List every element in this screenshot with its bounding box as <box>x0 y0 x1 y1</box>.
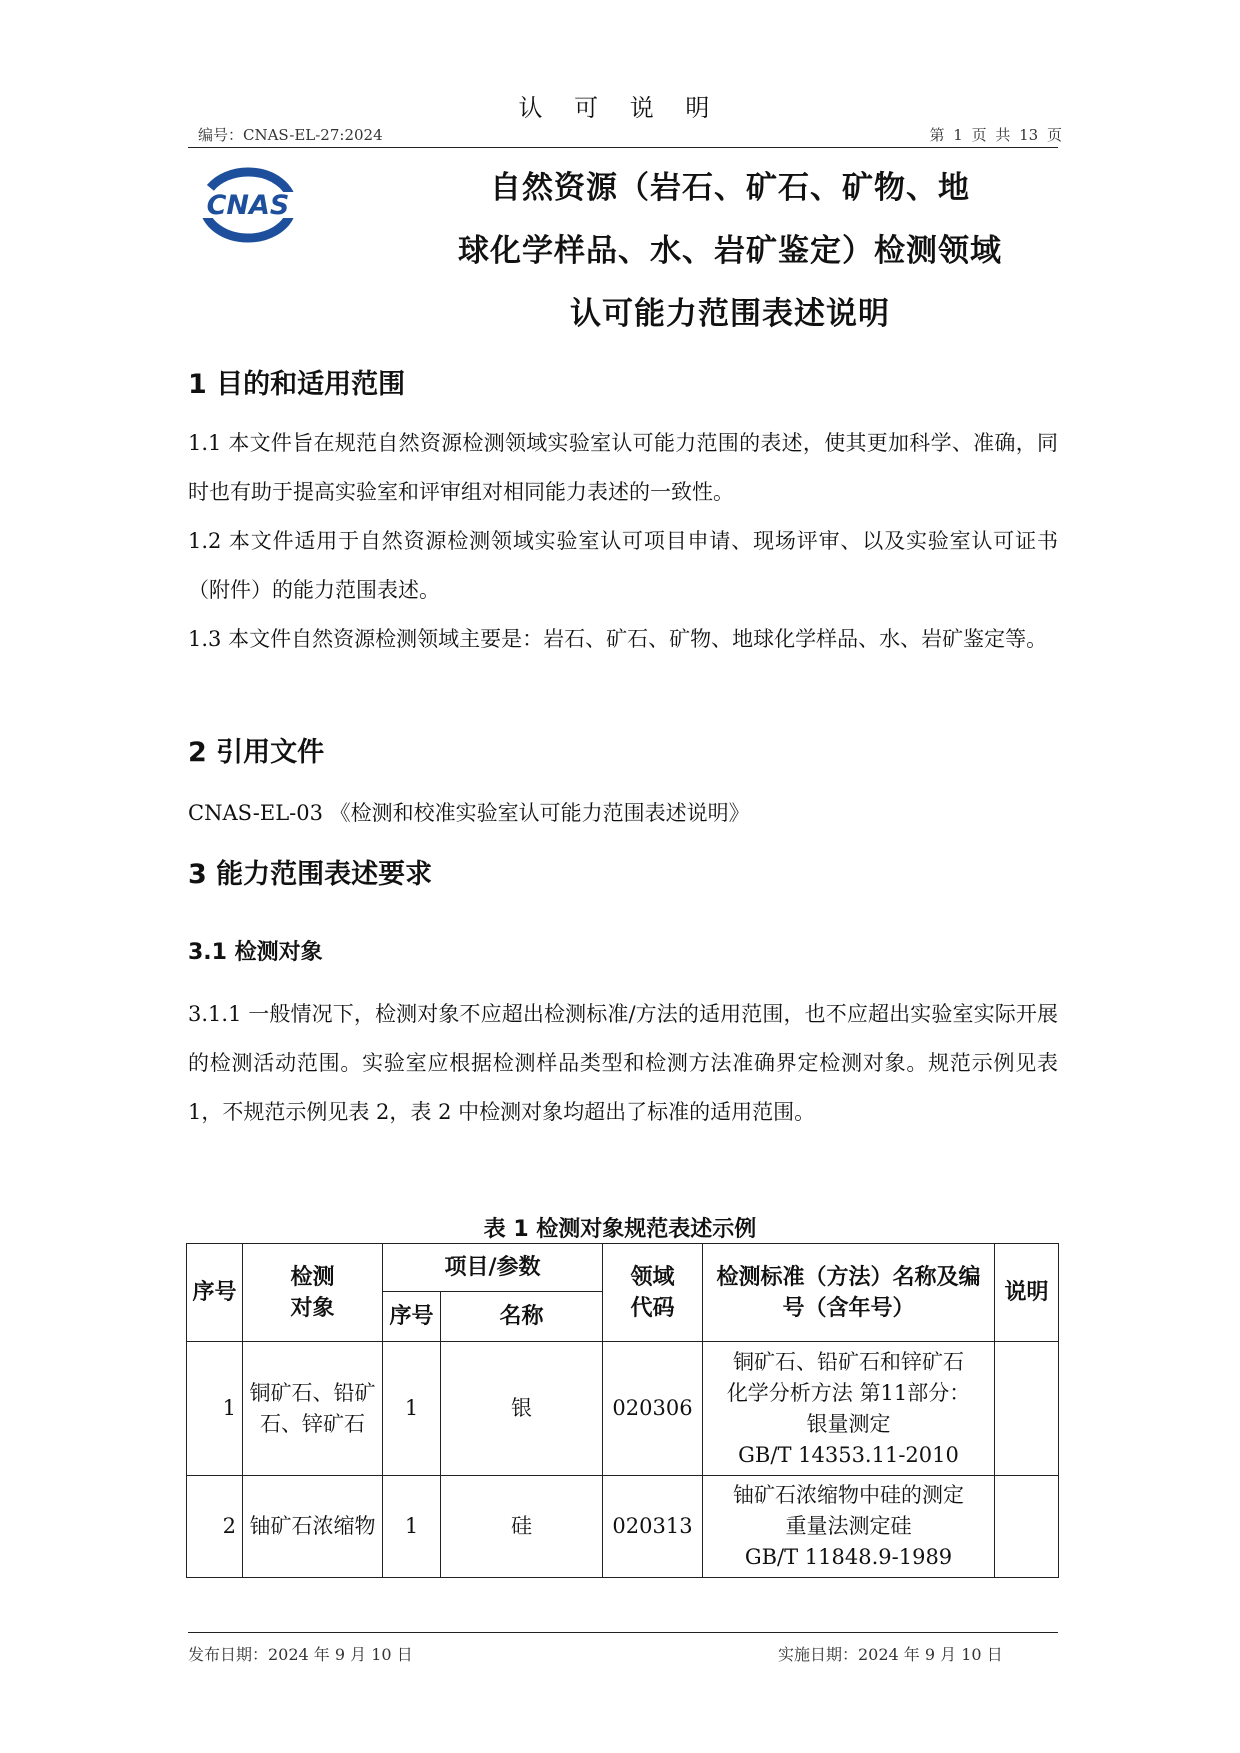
paragraph-1-2: 1.2 本文件适用于自然资源检测领域实验室认可项目申请、现场评审、以及实验室认可证书（附件）的能力范围表述。 <box>188 529 1058 602</box>
cell-sub-seq: 1 <box>383 1476 441 1578</box>
cell-name: 银 <box>441 1342 603 1476</box>
header-code: 领域代码 <box>603 1244 703 1342</box>
cnas-logo <box>196 166 300 244</box>
page-info: 第 1 页 共 13 页 <box>929 126 1062 144</box>
cell-name: 硅 <box>441 1476 603 1578</box>
doc-title-line1: 自然资源（岩石、矿石、矿物、地 <box>490 170 970 206</box>
logo-text: CNAS <box>206 190 290 221</box>
header-note: 说明 <box>995 1244 1059 1342</box>
doc-title-line2: 球化学样品、水、岩矿鉴定）检测领域 <box>458 233 1002 269</box>
section-2-heading: 2 引用文件 <box>188 737 325 768</box>
table-1-caption: 表 1 检测对象规范表述示例 <box>483 1217 757 1242</box>
table-row <box>187 1342 1059 1476</box>
cell-sub-seq: 1 <box>383 1342 441 1476</box>
section-3-heading: 3 能力范围表述要求 <box>188 859 433 890</box>
paragraph-3-1-1: 3.1.1 一般情况下，检测对象不应超出检测标准/方法的适用范围，也不应超出实验室实际开展的检测活动范围。实验室应根据检测样品类型和检测方法准确界定检测对象。规范示例见表 1，不规范示例见表 2，表 2 中检测对象均超出了标准的适用范围。 <box>188 1002 1058 1124</box>
header-title: 认 可 说 明 <box>518 94 722 122</box>
cell-note <box>995 1476 1059 1578</box>
header-sub-name: 名称 <box>441 1292 603 1342</box>
cell-seq: 1 <box>187 1342 243 1476</box>
header-standard: 检测标准（方法）名称及编号（含年号） <box>703 1244 995 1342</box>
cell-object: 铀矿石浓缩物 <box>243 1476 383 1578</box>
section-3-1-heading: 3.1 检测对象 <box>188 940 323 965</box>
cell-code: 020313 <box>603 1476 703 1578</box>
section-1-heading: 1 目的和适用范围 <box>188 369 406 400</box>
header-item-param: 项目/参数 <box>383 1244 603 1292</box>
table-row <box>187 1476 1059 1578</box>
cell-seq: 2 <box>187 1476 243 1578</box>
cell-standard: 铀矿石浓缩物中硅的测定 重量法测定硅 GB/T 11848.9-1989 <box>703 1476 995 1578</box>
table-1 <box>186 1243 1059 1578</box>
cell-code: 020306 <box>603 1342 703 1476</box>
header-seq: 序号 <box>187 1244 243 1342</box>
header-object: 检测对象 <box>243 1244 383 1342</box>
reference-document: CNAS-EL-03 《检测和校准实验室认可能力范围表述说明》 <box>188 801 750 825</box>
cell-object: 铜矿石、铅矿石、锌矿石 <box>243 1342 383 1476</box>
header-divider <box>188 147 1058 148</box>
cell-standard: 铜矿石、铅矿石和锌矿石 化学分析方法 第11部分： 银量测定 GB/T 14353.11-2010 <box>703 1342 995 1476</box>
paragraph-1-3: 1.3 本文件自然资源检测领域主要是：岩石、矿石、矿物、地球化学样品、水、岩矿鉴定等。 <box>188 627 1048 651</box>
header-sub-seq: 序号 <box>383 1292 441 1342</box>
paragraph-1-1: 1.1 本文件旨在规范自然资源检测领域实验室认可能力范围的表述，使其更加科学、准确，同时也有助于提高实验室和评审组对相同能力表述的一致性。 <box>188 431 1058 504</box>
doc-title-line3: 认可能力范围表述说明 <box>570 296 890 332</box>
effective-date: 实施日期：2024 年 9 月 10 日 <box>778 1645 1003 1664</box>
cell-note <box>995 1342 1059 1476</box>
publish-date: 发布日期：2024 年 9 月 10 日 <box>188 1645 413 1664</box>
doc-number: 编号：CNAS-EL-27:2024 <box>198 126 383 144</box>
footer-divider <box>188 1632 1058 1633</box>
